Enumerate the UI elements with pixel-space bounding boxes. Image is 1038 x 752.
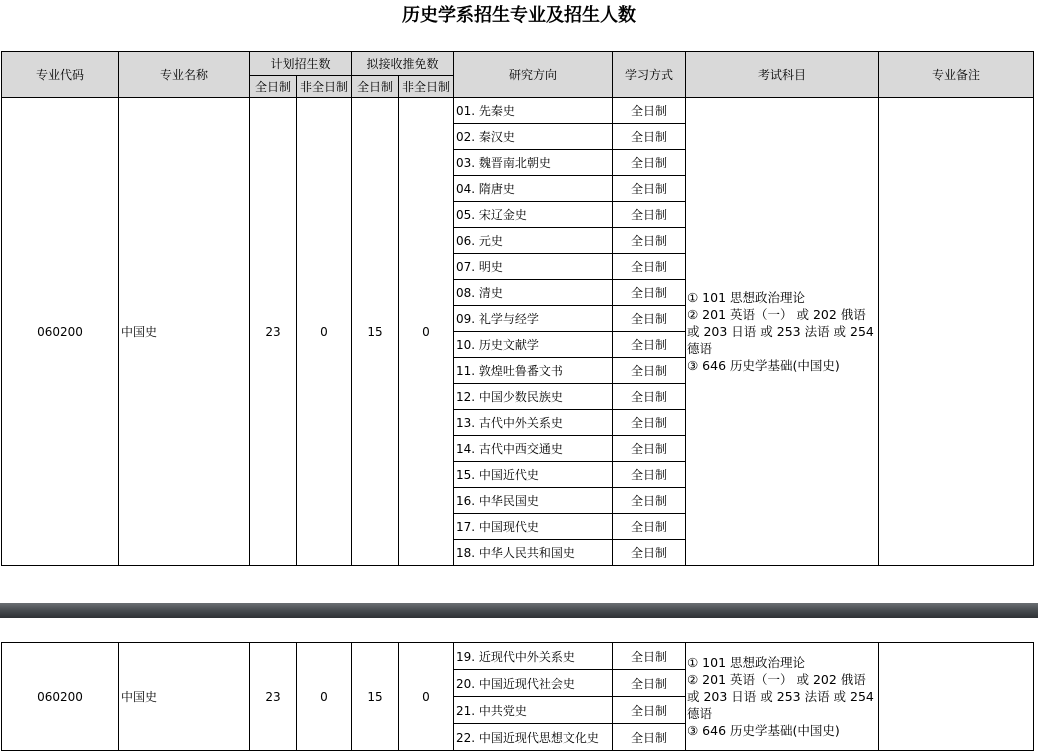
direction-mode: 全日制 xyxy=(613,436,686,462)
plan-full-count: 23 xyxy=(250,98,297,566)
page-break-divider xyxy=(0,603,1038,618)
direction-name: 13. 古代中外关系史 xyxy=(454,410,613,436)
enrollment-table xyxy=(1,51,1034,566)
direction-name: 02. 秦汉史 xyxy=(454,124,613,150)
header-exempt: 拟接收推免数 xyxy=(352,52,454,76)
direction-mode: 全日制 xyxy=(613,514,686,540)
enrollment-table-continued xyxy=(1,642,1034,751)
direction-mode: 全日制 xyxy=(613,462,686,488)
direction-name: 07. 明史 xyxy=(454,254,613,280)
direction-mode: 全日制 xyxy=(613,202,686,228)
program-remarks xyxy=(879,643,1034,751)
plan-part-count: 0 xyxy=(297,643,352,751)
header-code: 专业代码 xyxy=(2,52,119,98)
direction-mode: 全日制 xyxy=(613,670,686,697)
program-name: 中国史 xyxy=(119,98,250,566)
direction-mode: 全日制 xyxy=(613,176,686,202)
exam-subject: ② 201 英语（一） 或 202 俄语 或 203 日语 或 253 法语 或 254 德语 xyxy=(687,672,874,721)
plan-full-count: 23 xyxy=(250,643,297,751)
direction-name: 12. 中国少数民族史 xyxy=(454,384,613,410)
direction-name: 15. 中国近代史 xyxy=(454,462,613,488)
direction-mode: 全日制 xyxy=(613,228,686,254)
direction-name: 06. 元史 xyxy=(454,228,613,254)
direction-name: 21. 中共党史 xyxy=(454,697,613,724)
header-study-mode: 学习方式 xyxy=(613,52,686,98)
header-exempt-full: 全日制 xyxy=(352,76,399,98)
table-body-continued xyxy=(2,643,1034,751)
direction-name: 11. 敦煌吐鲁番文书 xyxy=(454,358,613,384)
direction-name: 19. 近现代中外关系史 xyxy=(454,643,613,670)
exam-subject: ③ 646 历史学基础(中国史) xyxy=(687,723,840,738)
direction-mode: 全日制 xyxy=(613,124,686,150)
direction-mode: 全日制 xyxy=(613,306,686,332)
direction-mode: 全日制 xyxy=(613,488,686,514)
direction-name: 04. 隋唐史 xyxy=(454,176,613,202)
program-code: 060200 xyxy=(2,98,119,566)
exam-subject: ③ 646 历史学基础(中国史) xyxy=(687,358,840,373)
direction-name: 14. 古代中西交通史 xyxy=(454,436,613,462)
direction-mode: 全日制 xyxy=(613,643,686,670)
direction-mode: 全日制 xyxy=(613,254,686,280)
direction-mode: 全日制 xyxy=(613,410,686,436)
plan-part-count: 0 xyxy=(297,98,352,566)
direction-name: 20. 中国近现代社会史 xyxy=(454,670,613,697)
exam-subjects xyxy=(686,98,879,566)
direction-name: 05. 宋辽金史 xyxy=(454,202,613,228)
header-exempt-part: 非全日制 xyxy=(399,76,454,98)
exam-subject: ① 101 思想政治理论 xyxy=(687,655,806,670)
direction-name: 16. 中华民国史 xyxy=(454,488,613,514)
direction-mode: 全日制 xyxy=(613,697,686,724)
direction-mode: 全日制 xyxy=(613,358,686,384)
direction-mode: 全日制 xyxy=(613,540,686,566)
header-subjects: 考试科目 xyxy=(686,52,879,98)
exempt-part-count: 0 xyxy=(399,98,454,566)
direction-mode: 全日制 xyxy=(613,98,686,124)
direction-name: 18. 中华人民共和国史 xyxy=(454,540,613,566)
direction-mode: 全日制 xyxy=(613,332,686,358)
program-name: 中国史 xyxy=(119,643,250,751)
header-direction: 研究方向 xyxy=(454,52,613,98)
exempt-full-count: 15 xyxy=(352,643,399,751)
exam-subjects xyxy=(686,643,879,751)
page-title: 历史学系招生专业及招生人数 xyxy=(402,5,636,26)
direction-mode: 全日制 xyxy=(613,724,686,751)
exam-subject: ① 101 思想政治理论 xyxy=(687,290,806,305)
direction-name: 01. 先秦史 xyxy=(454,98,613,124)
direction-name: 08. 清史 xyxy=(454,280,613,306)
header-plan-part: 非全日制 xyxy=(297,76,352,98)
exempt-part-count: 0 xyxy=(399,643,454,751)
header-plan: 计划招生数 xyxy=(250,52,352,76)
exam-subject: ② 201 英语（一） 或 202 俄语 或 203 日语 或 253 法语 或 254 德语 xyxy=(687,307,874,356)
direction-mode: 全日制 xyxy=(613,150,686,176)
header-plan-full: 全日制 xyxy=(250,76,297,98)
table-body xyxy=(2,98,1034,566)
direction-name: 03. 魏晋南北朝史 xyxy=(454,150,613,176)
direction-name: 10. 历史文献学 xyxy=(454,332,613,358)
header-remarks: 专业备注 xyxy=(879,52,1034,98)
direction-name: 09. 礼学与经学 xyxy=(454,306,613,332)
direction-name: 17. 中国现代史 xyxy=(454,514,613,540)
direction-mode: 全日制 xyxy=(613,384,686,410)
program-code: 060200 xyxy=(2,643,119,751)
exempt-full-count: 15 xyxy=(352,98,399,566)
direction-mode: 全日制 xyxy=(613,280,686,306)
header-name: 专业名称 xyxy=(119,52,250,98)
direction-name: 22. 中国近现代思想文化史 xyxy=(454,724,613,751)
program-remarks xyxy=(879,98,1034,566)
